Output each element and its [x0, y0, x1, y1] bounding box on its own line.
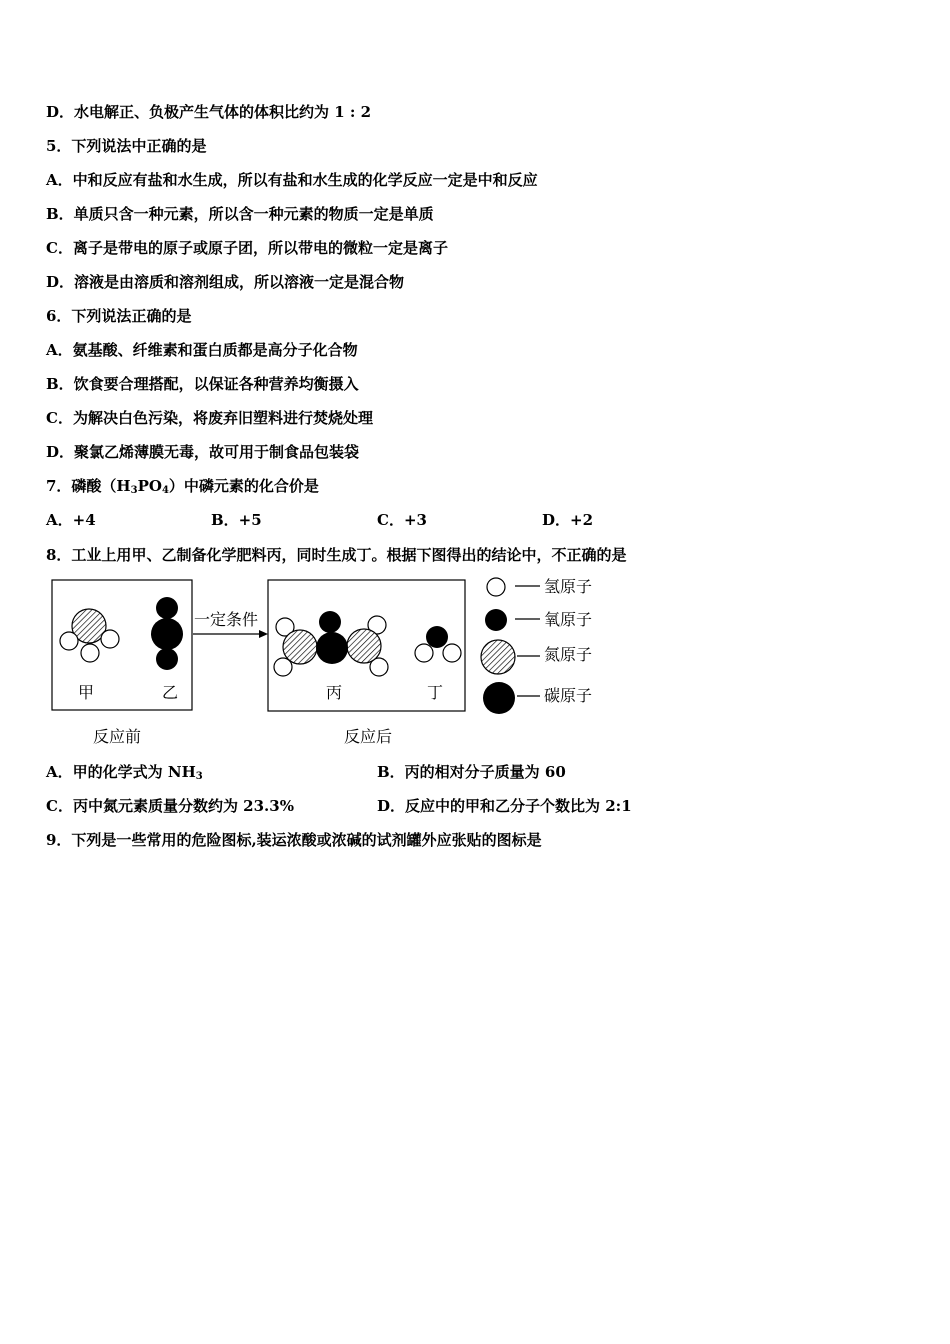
molecule-yi	[151, 597, 183, 670]
hydrogen-atom	[443, 644, 461, 662]
q6-option-c: C．为解决白色污染，将废弃旧塑料进行焚烧处理	[46, 409, 373, 427]
arrow-label: 一定条件	[194, 610, 259, 629]
reaction-diagram	[48, 574, 608, 754]
legend-carbon-label: 碳原子	[544, 686, 593, 705]
q7-option-b: B．+5	[211, 511, 262, 529]
legend-oxygen-label: 氧原子	[544, 610, 593, 629]
molecule-jia	[60, 609, 119, 662]
molecule-bing	[274, 611, 388, 676]
caption-after: 反应后	[344, 727, 393, 746]
q6-stem: 6．下列说法正确的是	[46, 307, 192, 325]
legend-oxygen-icon	[485, 609, 507, 631]
carbon-atom	[316, 632, 348, 664]
q6-option-b: B．饮食要合理搭配，以保证各种营养均衡摄入	[46, 375, 359, 393]
q5-option-a: A．中和反应有盐和水生成，所以有盐和水生成的化学反应一定是中和反应	[46, 171, 538, 189]
hydrogen-atom	[60, 632, 78, 650]
q8-option-b: B．丙的相对分子质量为 60	[377, 763, 566, 781]
q7-option-d: D．+2	[542, 511, 594, 529]
label-bing: 丙	[326, 683, 343, 702]
nitrogen-atom	[283, 630, 317, 664]
label-jia: 甲	[78, 683, 95, 702]
legend-hydrogen-label: 氢原子	[544, 577, 593, 596]
q5-stem: 5．下列说法中正确的是	[46, 137, 207, 155]
hydrogen-atom	[415, 644, 433, 662]
q8-option-c: C．丙中氮元素质量分数约为 23.3%	[46, 797, 294, 815]
hydrogen-atom	[101, 630, 119, 648]
legend-nitrogen-label: 氮原子	[544, 645, 593, 664]
q7-option-a: A．+4	[46, 511, 96, 529]
caption-before: 反应前	[93, 727, 142, 746]
arrow-head	[259, 630, 268, 638]
carbon-atom	[151, 618, 183, 650]
oxygen-atom	[426, 626, 448, 648]
hydrogen-atom	[81, 644, 99, 662]
nitrogen-atom	[347, 629, 381, 663]
legend-carbon-icon	[483, 682, 515, 714]
legend	[481, 577, 592, 714]
label-yi: 乙	[162, 683, 179, 702]
q5-option-c: C．离子是带电的原子或原子团，所以带电的微粒一定是离子	[46, 239, 448, 257]
label-ding: 丁	[427, 683, 444, 702]
q6-option-d: D．聚氯乙烯薄膜无毒，故可用于制食品包装袋	[46, 443, 360, 461]
q7-stem: 7．磷酸$(H_3PO_4)$中磷元素的化合价是	[46, 477, 319, 496]
q7-option-c: C．+3	[377, 511, 427, 529]
molecule-ding	[415, 626, 461, 662]
q5-option-b: B．单质只含一种元素，所以含一种元素的物质一定是单质	[46, 205, 434, 223]
legend-hydrogen-icon	[487, 578, 505, 596]
q5-option-d: D．溶液是由溶质和溶剂组成，所以溶液一定是混合物	[46, 273, 405, 291]
q8-option-a: A．甲的化学式为 $NH_3$	[46, 763, 203, 782]
q6-option-a: A．氨基酸、纤维素和蛋白质都是高分子化合物	[46, 341, 358, 359]
q9-stem: 9．下列是一些常用的危险图标,装运浓酸或浓碱的试剂罐外应张贴的图标是	[46, 831, 542, 849]
q8-option-d: D．反应中的甲和乙分子个数比为 2:1	[377, 797, 632, 815]
oxygen-atom	[156, 597, 178, 619]
oxygen-atom	[156, 648, 178, 670]
oxygen-atom	[319, 611, 341, 633]
q4-option-d: D．水电解正、负极产生气体的体积比约为 1 : 2	[46, 103, 372, 121]
legend-nitrogen-icon	[481, 640, 515, 674]
q8-stem: 8．工业上用甲、乙制备化学肥料丙，同时生成丁。根据下图得出的结论中，不正确的是	[46, 546, 627, 564]
